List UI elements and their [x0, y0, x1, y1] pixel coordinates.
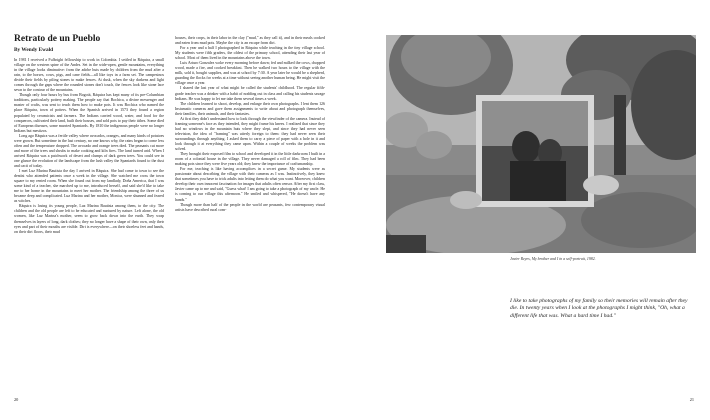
text-column-2	[175, 35, 325, 212]
paragraph: They brought their exposed film to school and developed it in the little darkroom I built in a room of a colonial house in the village. They never damaged a roll of film. They had been making pots since they were five years old; they knew the importance of craftsmanship.	[175, 151, 325, 167]
text-column-1	[14, 57, 164, 234]
paragraph: For me, teaching is like having accomplices in a secret game. My students were as passionate about describing the village with their cameras as I was. Instinctively, they knew that sometimes you have to trick adults into letting them do what you want. Moreover, children develop their own innocent fascination for images that adults often censor. After my first class, Javier came up to me and said, "Guess what! I am going to take a photograph of my uncle. He is coming to our village this afternoon." He smiled and whispered, "He doesn't have any hands."	[175, 166, 325, 202]
paragraph: houses, their crops, in their labor in the clay ("mud," as they call it), and in their meals cooked and eaten from mud pots. Maybe the city is an escape from dirt.	[175, 35, 325, 46]
paragraph: At first they didn't understand how to look through the viewfinder of the camera. Instead of framing someone's face as they intended, they might frame his knees. I realized that since they had no windows in the mountain huts where they slept, and since they had never seen television, the idea of "framing" was utterly foreign to them: they had never seen their surroundings through anything. I asked them to carry a piece of paper with a hole in it and look through it at everything they came upon. Within a couple of weeks the problem was solved.	[175, 115, 325, 152]
paragraph: The children learned to shoot, develop, and enlarge their own photographs. I lent them 126 Instamatic cameras and gave them assignments to write about and photograph themselves, their families, their animals, and their fantasies.	[175, 100, 325, 116]
page-number-left: 20	[14, 397, 19, 402]
paragraph: Though only four hours by bus from Bogotá, Ráquira has kept many of its pre-Columbian traditions, particularly pottery making. The people say that Bochica, a divine messenger and master of crafts, was sent to teach them how to make pots. It was Bochica who named the place Ráquira, town of potters. When the Spanish arrived in 1573 they found a region populated by ceramicists and farmers. The Indians carried wood, water, and food for the conquerors, cultivated their land, built their houses, and sold pots to pay their tithes. Some died of European diseases, some married Spaniards. By 1810 the indigenous people were no longer Indians but mestizos.	[14, 92, 164, 133]
paragraph: Though more than half of the people in the world are peasants, few contemporary visual artists have described rural com-	[175, 201, 325, 212]
paragraph: In 1981 I received a Fulbright fellowship to work in Colombia. I settled in Ráquira, a small village on the western spine of the Andes. Set in the wide-open, gentle mountains, everything in the village looks diminutive: from the adobe huts made by children from the mud after a rain, to the horses, cows, pigs, and cane fields—all like toys in a farm set. The campesinos divide their fields by piling stones to make fences. At dusk, when the sky darkens and light comes through the gaps where the rounded stones don't touch, the fences look like stone lace sewn to the contour of the mountains.	[14, 57, 164, 93]
photograph-illustration	[386, 35, 696, 253]
paragraph: Ráquira is losing its young people, Luz Marina Bautista among them, to the city. The children and the old people are left to be educated and nurtured by nature. Left alone, the old women, like Luz Marina's mother, seem to grow back down into the earth. They wrap themselves in layers of long, dark clothes; they no longer have a shape of their own, only their eyes and part of their mouths are visible. Dirt is everywhere—on their shoeless feet and hands, on their dirt floors, their mud	[14, 203, 164, 234]
paragraph: For a year and a half I photographed in Ráquira while teaching in the tiny village school. My students were fifth graders, the oldest of the primary school, attending their last year of school. Most of them lived in the mountains above the town.	[175, 45, 325, 61]
article-byline: By Wendy Ewald	[14, 47, 54, 53]
photo-caption: Javier Reyes, My brother and I in a self-portrait, 1982.	[510, 257, 596, 261]
right-page	[355, 0, 710, 420]
paragraph: I met Luz Marina Bautista the day I arrived in Ráquira. She had come to town to see the dentist who attended patients once a week in the village. She watched me cross the town square to my rented room. When she found out from my landlady, Doña America, that I was some kind of a teacher, she marched up to me, introduced herself, and said she'd like to take me to her home in the mountains to meet her mother. The friendship among the three of us became deep and complicated. Luz Marina and her mother, Monica, were shunned and feared as witches.	[14, 168, 164, 204]
paragraph: Long ago Ráquira was a fertile valley where avocados, oranges, and many kinds of potatoes were grown. But sometime in the last century, no one knows why, the rains began to come less often and the temperature dropped. The avocado and orange trees died. The peasants cut more and more of the trees and shrubs to make cooking and kiln fires. The land turned arid. When I arrived Ráquira was a patchwork of desert and clumps of dark green trees. You could see in one glance the evolution of the landscape from the lush valley the Spaniards found to the dust and cacti of today.	[14, 132, 164, 168]
article-title: Retrato de un Pueblo	[14, 34, 101, 44]
photograph	[386, 35, 696, 253]
paragraph: Luis Arturo Gonzalez woke every morning before dawn; fed and milked the cows, chopped wood, made a fire, and cooked breakfast. Then he walked two hours to the village with the milk, sold it, bought supplies, and was at school by 7:30. A year later he would be a shepherd, guarding the flocks for weeks at a time without seeing another human being. He might visit the village once a year.	[175, 60, 325, 86]
paragraph: I shared the last year of what might be called the students' childhood. The regular fifth-grade teacher was a drinker with a habit of nodding out in class and calling his students savage Indians. He was happy to let me take them several times a week.	[175, 85, 325, 101]
pull-quote: I like to take photographs of my family so their memories will remain after they die. In twenty years when I look at the photographs I might think, "Oh, what a different life that was. What a hard time I had."	[510, 298, 688, 319]
page-number-right: 21	[689, 397, 694, 402]
